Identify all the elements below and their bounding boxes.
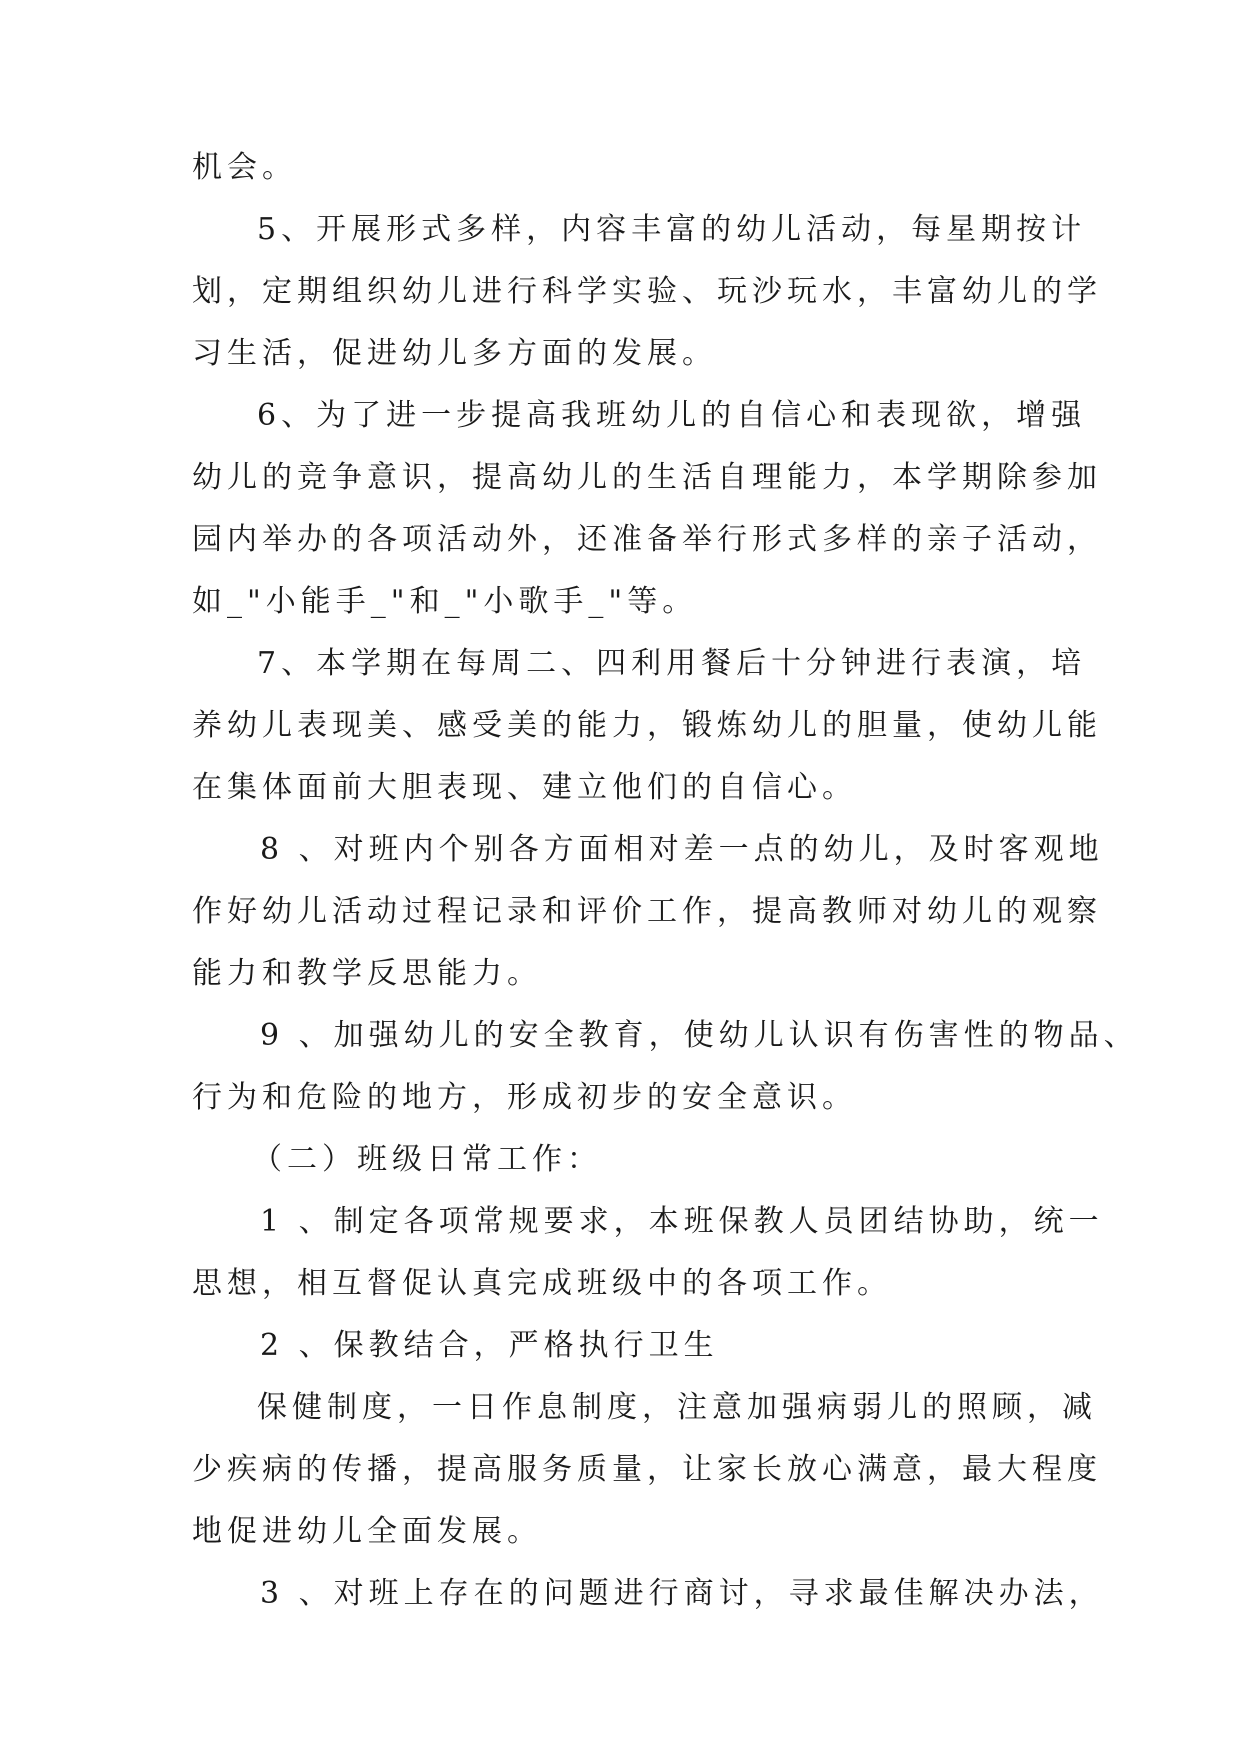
text-line: 地促进幼儿全面发展。	[192, 1514, 542, 1549]
section-heading: （二）班级日常工作：	[252, 1142, 602, 1177]
text-line: 园内举办的各项活动外，还准备举行形式多样的亲子活动，	[192, 522, 1102, 557]
text-line: 划，定期组织幼儿进行科学实验、玩沙玩水，丰富幼儿的学	[192, 274, 1102, 309]
text-line: 养幼儿表现美、感受美的能力，锻炼幼儿的胆量，使幼儿能	[192, 708, 1102, 743]
text-line: 3 、对班上存在的问题进行商讨，寻求最佳解决办法，	[260, 1576, 1104, 1611]
text-line: 能力和教学反思能力。	[192, 956, 542, 991]
text-line: 7、本学期在每周二、四利用餐后十分钟进行表演，培	[257, 646, 1087, 681]
text-line: 机会。	[192, 150, 297, 185]
text-line: 5、开展形式多样，内容丰富的幼儿活动，每星期按计	[257, 212, 1087, 247]
text-line: 1 、制定各项常规要求，本班保教人员团结协助，统一	[260, 1204, 1104, 1239]
text-line: 6、为了进一步提高我班幼儿的自信心和表现欲，增强	[257, 398, 1087, 433]
text-line: 思想，相互督促认真完成班级中的各项工作。	[192, 1266, 892, 1301]
text-line: 幼儿的竞争意识，提高幼儿的生活自理能力，本学期除参加	[192, 460, 1102, 495]
text-line: 9 、加强幼儿的安全教育，使幼儿认识有伤害性的物品、	[260, 1018, 1139, 1053]
text-line: 保健制度，一日作息制度，注意加强病弱儿的照顾，减	[257, 1390, 1097, 1425]
text-line: 2 、保教结合，严格执行卫生	[260, 1328, 719, 1363]
text-line: 习生活，促进幼儿多方面的发展。	[192, 336, 717, 371]
text-line: 作好幼儿活动过程记录和评价工作，提高教师对幼儿的观察	[192, 894, 1102, 929]
text-line: 8 、对班内个别各方面相对差一点的幼儿，及时客观地	[260, 832, 1104, 867]
text-line: 在集体面前大胆表现、建立他们的自信心。	[192, 770, 857, 805]
text-line: 少疾病的传播，提高服务质量，让家长放心满意，最大程度	[192, 1452, 1102, 1487]
text-line: 行为和危险的地方，形成初步的安全意识。	[192, 1080, 857, 1115]
text-line: 如_"小能手_"和_"小歌手_"等。	[192, 584, 698, 619]
